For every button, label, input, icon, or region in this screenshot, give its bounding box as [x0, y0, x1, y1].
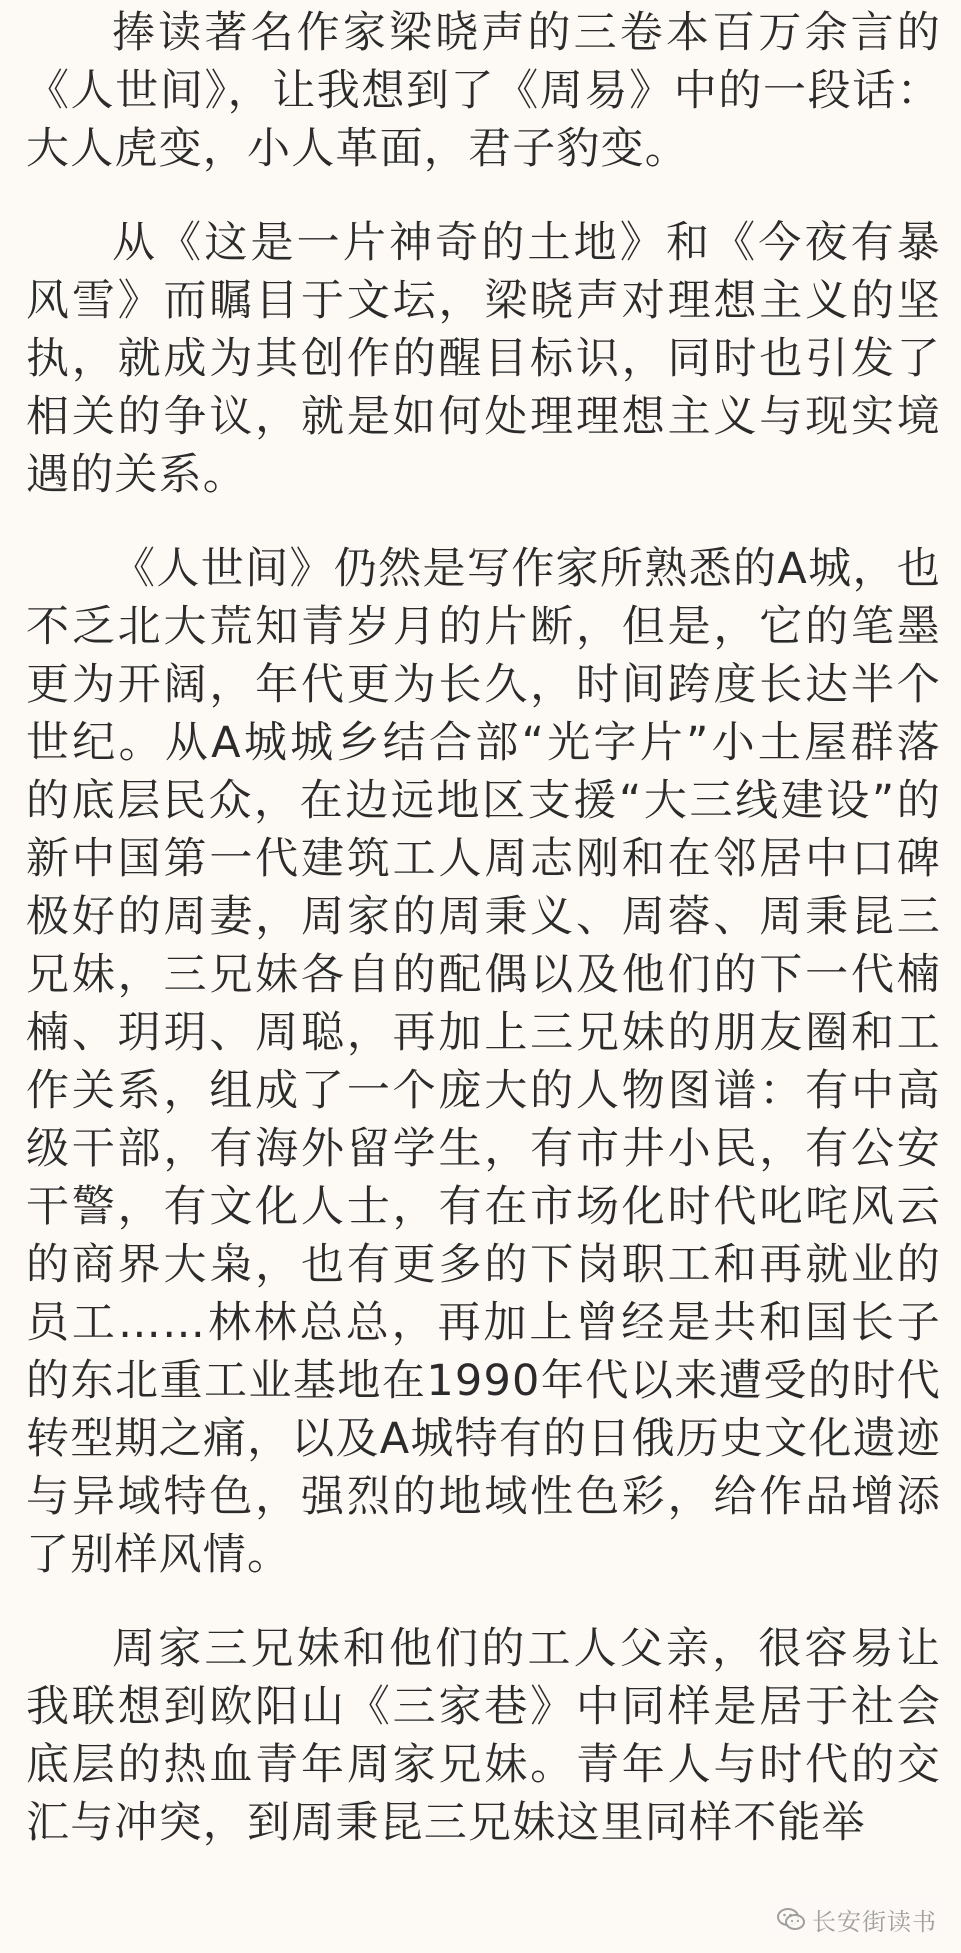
article-body — [26, 4, 941, 1888]
watermark-text: 长安街读书 — [812, 1907, 937, 1936]
paragraph: 《人世间》仍然是写作家所熟悉的A城，也不乏北大荒知青岁月的片断，但是，它的笔墨更为开阔，年代更为长久，时间跨度长达半个世纪。从A城城乡结合部“光字片”小土屋群落的底层民众，在边远地区支援“大三线建设”的新中国第一代建筑工人周志刚和在邻居中口碑极好的周妻，周家的周秉义、周蓉、周秉昆三兄妹，三兄妹各自的配偶以及他们的下一代楠楠、玥玥、周聪，再加上三兄妹的朋友圈和工作关系，组成了一个庞大的人物图谱：有中高级干部，有海外留学生，有市井小民，有公安干警，有文化人士，有在市场化时代叱咤风云的商界大枭，也有更多的下岗职工和再就业的员工……林林总总，再加上曾经是共和国长子的东北重工业基地在1990年代以来遭受的时代转型期之痛，以及A城特有的日俄历史文化遗迹与异域特色，强烈的地域性色彩，给作品增添了别样风情。 — [26, 544, 941, 1580]
watermark — [770, 1899, 943, 1939]
paragraph: 周家三兄妹和他们的工人父亲，很容易让我联想到欧阳山《三家巷》中同样是居于社会底层的热血青年周家兄妹。青年人与时代的交汇与冲突，到周秉昆三兄妹这里同样不能举 — [26, 1624, 941, 1848]
paragraph: 从《这是一片神奇的土地》和《今夜有暴风雪》而瞩目于文坛，梁晓声对理想主义的坚执，就成为其创作的醒目标识，同时也引发了相关的争议，就是如何处理理想主义与现实境遇的关系。 — [26, 218, 941, 500]
paragraph: 捧读著名作家梁晓声的三卷本百万余言的《人世间》，让我想到了《周易》中的一段话：大人虎变，小人革面，君子豹变。 — [26, 8, 941, 174]
wechat-icon — [776, 1906, 806, 1932]
